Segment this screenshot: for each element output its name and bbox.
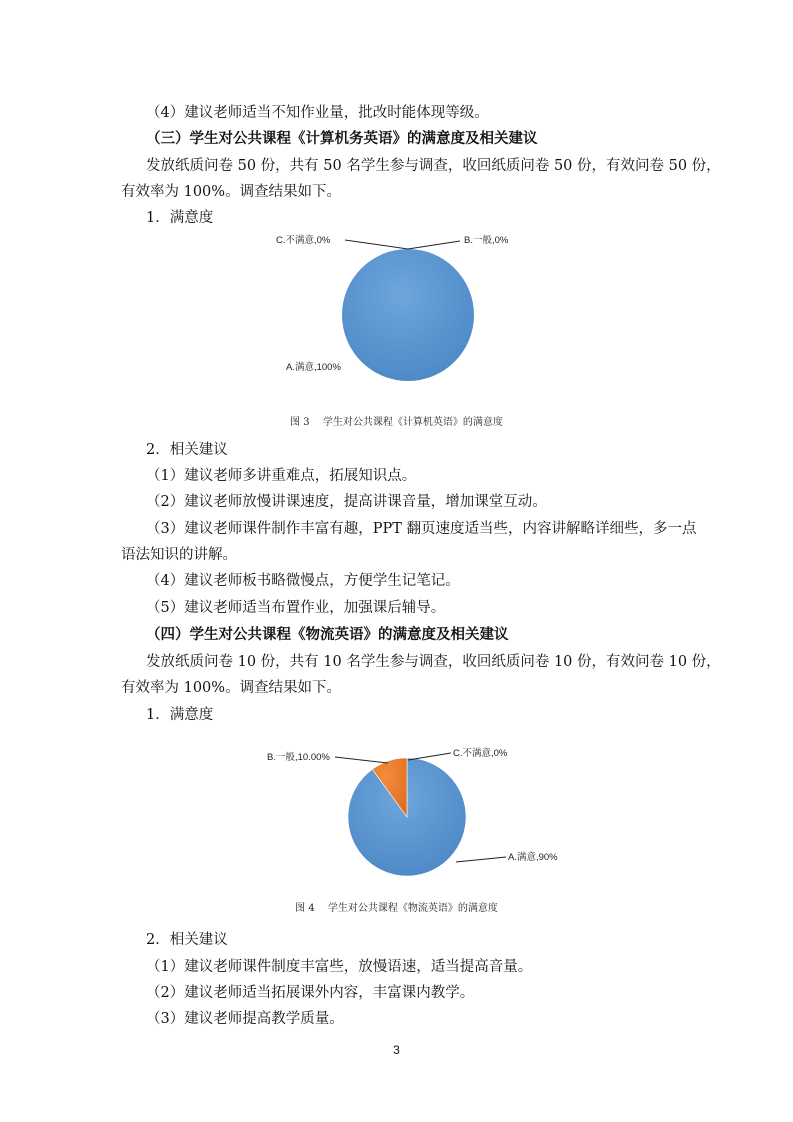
paragraph-line: 有效率为 100%。调查结果如下。 [121, 680, 342, 696]
paragraph-line: 发放纸质问卷 10 份，共有 10 名学生参与调查，收回纸质问卷 10 份，有效问卷 10 份， [146, 654, 721, 670]
subheading: 1．满意度 [146, 707, 214, 723]
page-number: 3 [393, 1043, 400, 1057]
pie-chart-logistics-english [0, 720, 793, 900]
paragraph-line: （1）建议老师多讲重难点，拓展知识点。 [146, 468, 417, 484]
paragraph-line: 语法知识的讲解。 [121, 547, 237, 563]
subheading: 2．相关建议 [146, 442, 228, 458]
slice-label-b: B.一般,10.00% [267, 752, 330, 763]
slice-label-b: B.一般,0% [464, 235, 509, 246]
slice-label-a: A.满意,90% [508, 852, 558, 863]
section-heading: （三）学生对公共课程《计算机务英语》的满意度及相关建议 [146, 131, 538, 147]
paragraph-line: （3）建议老师课件制作丰富有趣，PPT 翻页速度适当些，内容讲解略详细些，多一点 [146, 521, 697, 537]
figure-caption: 图 3 学生对公共课程《计算机英语》的满意度 [290, 417, 503, 428]
paragraph-line: （2）建议老师适当拓展课外内容，丰富课内教学。 [146, 985, 475, 1001]
section-heading: （四）学生对公共课程《物流英语》的满意度及相关建议 [146, 627, 509, 643]
paragraph-line: （2）建议老师放慢讲课速度，提高讲课音量，增加课堂互动。 [146, 494, 547, 510]
paragraph-line: （5）建议老师适当布置作业，加强课后辅导。 [146, 600, 446, 616]
figure-caption: 图 4 学生对公共课程《物流英语》的满意度 [295, 903, 498, 914]
subheading: 2．相关建议 [146, 932, 228, 948]
slice-label-c: C.不满意,0% [453, 748, 508, 759]
paragraph-line: （3）建议老师提高教学质量。 [146, 1011, 344, 1027]
paragraph-line: 发放纸质问卷 50 份，共有 50 名学生参与调查，收回纸质问卷 50 份，有效问卷 50 份， [146, 158, 721, 174]
slice-label-c: C.不满意,0% [276, 235, 331, 246]
pie-slice-a [342, 249, 474, 381]
subheading: 1．满意度 [146, 210, 214, 226]
paragraph-line: （4）建议老师板书略微慢点，方便学生记笔记。 [146, 573, 460, 589]
slice-label-a: A.满意,100% [286, 362, 341, 373]
paragraph-line: （1）建议老师课件制度丰富些，放慢语速，适当提高音量。 [146, 959, 533, 975]
paragraph-line: （4）建议老师适当不知作业量，批改时能体现等级。 [146, 105, 489, 121]
pie-chart-computer-english [0, 0, 793, 420]
paragraph-line: 有效率为 100%。调查结果如下。 [121, 184, 342, 200]
